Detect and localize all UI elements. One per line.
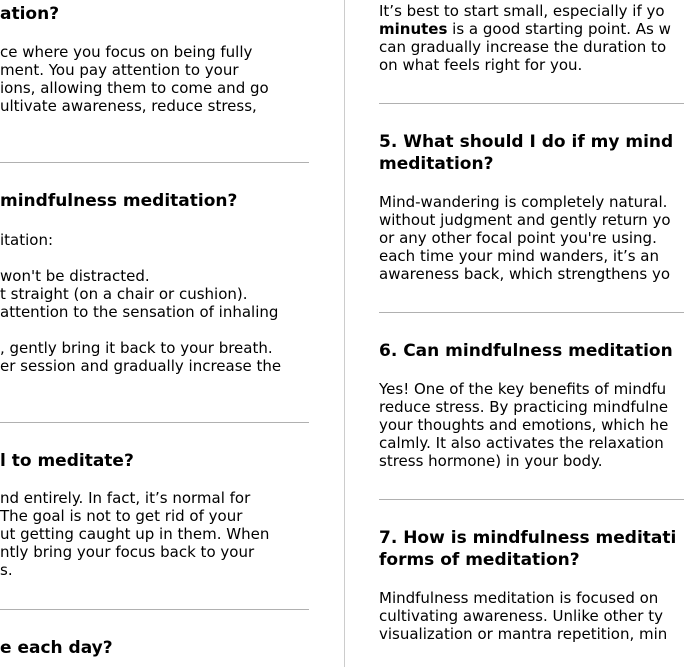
faq-heading-4: e each day? (0, 638, 113, 658)
faq-answer-line: without judgment and gently return yo (379, 211, 671, 229)
faq-answer-line: calmly. It also activates the relaxation (379, 434, 664, 452)
intro-bold-term: minutes (379, 20, 448, 38)
faq-answer-line: ut getting caught up in them. When (0, 525, 270, 543)
faq-answer-line: stress hormone) in your body. (379, 452, 603, 470)
faq-heading-6: 6. Can mindfulness meditation (379, 341, 673, 361)
faq-answer-line: cultivating awareness. Unlike other ty (379, 607, 663, 625)
faq-heading-5-cont: meditation? (379, 154, 494, 174)
faq-answer-line: visualization or mantra repetition, min (379, 625, 668, 643)
faq-step-line: er session and gradually increase the (0, 357, 282, 375)
faq-answer-line: ultivate awareness, reduce stress, (0, 97, 257, 115)
faq-heading-1: ation? (0, 4, 60, 24)
faq-answer-line: The goal is not to get rid of your (0, 507, 243, 525)
column-divider (344, 0, 345, 667)
section-divider (379, 312, 684, 313)
faq-answer-line: Yes! One of the key benefits of mindfu (379, 380, 667, 398)
intro-line: can gradually increase the duration to (379, 38, 667, 56)
faq-answer-line: ntly bring your focus back to your (0, 543, 255, 561)
faq-answer-line: ce where you focus on being fully (0, 43, 253, 61)
section-divider (379, 499, 684, 500)
faq-heading-3: l to meditate? (0, 451, 134, 471)
intro-line: on what feels right for you. (379, 56, 583, 74)
faq-answer-line: Mindfulness meditation is focused on (379, 589, 659, 607)
section-divider (379, 103, 684, 104)
section-divider (0, 162, 309, 163)
faq-heading-2: mindfulness meditation? (0, 191, 238, 211)
section-divider (0, 422, 309, 423)
section-divider (0, 609, 309, 610)
intro-line (379, 20, 671, 38)
faq-answer-line: s. (0, 561, 13, 579)
faq-heading-5: 5. What should I do if my mind (379, 132, 674, 152)
faq-answer-line: ment. You pay attention to your (0, 61, 239, 79)
faq-answer-line: ions, allowing them to come and go (0, 79, 269, 97)
faq-answer-line: or any other focal point you're using. (379, 229, 657, 247)
faq-step-line: attention to the sensation of inhaling (0, 303, 279, 321)
faq-answer-line: awareness back, which strengthens yo (379, 265, 671, 283)
faq-answer-line: reduce stress. By practicing mindfulne (379, 398, 669, 416)
faq-step-line: won't be distracted. (0, 267, 150, 285)
intro-line: It’s best to start small, especially if yo (379, 2, 665, 20)
intro-line-rest: is a good starting point. As w (447, 20, 671, 38)
faq-answer-line: nd entirely. In fact, it’s normal for (0, 489, 251, 507)
faq-heading-7-cont: forms of meditation? (379, 550, 580, 570)
faq-step-line: t straight (on a chair or cushion). (0, 285, 248, 303)
faq-answer-line: your thoughts and emotions, which he (379, 416, 669, 434)
faq-step-line: , gently bring it back to your breath. (0, 339, 273, 357)
faq-answer-line: itation: (0, 231, 54, 249)
faq-answer-line: Mind-wandering is completely natural. (379, 193, 668, 211)
faq-heading-7: 7. How is mindfulness meditati (379, 528, 677, 548)
faq-answer-line: each time your mind wanders, it’s an (379, 247, 660, 265)
